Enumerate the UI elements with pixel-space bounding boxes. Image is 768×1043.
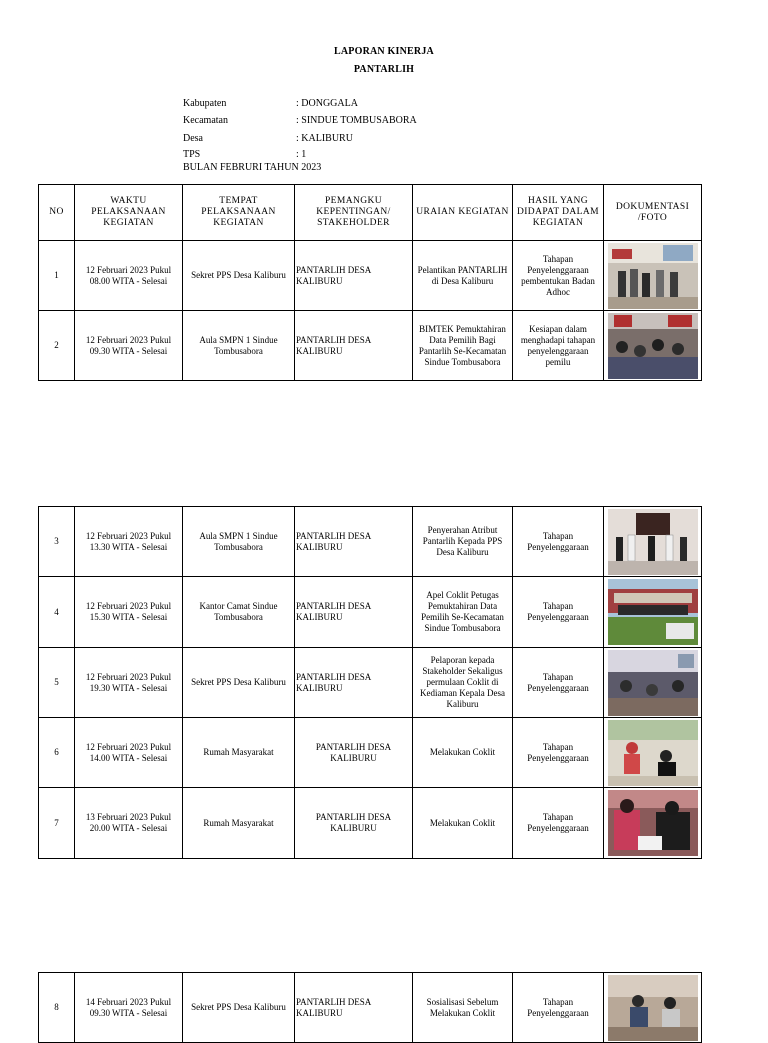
cell-dokumentasi — [604, 973, 702, 1043]
table-row — [39, 788, 702, 859]
documentation-photo — [608, 790, 698, 856]
table-row — [39, 577, 702, 648]
meta-label-kabupaten: Kabupaten — [183, 98, 227, 109]
table-row — [39, 648, 702, 718]
header-waktu: WAKTU PELAKSANAAN KEGIATAN — [75, 185, 183, 241]
header-tempat: TEMPAT PELAKSANAAN KEGIATAN — [183, 185, 295, 241]
meta-label-kecamatan: Kecamatan — [183, 115, 228, 126]
table-row — [39, 311, 702, 381]
documentation-photo — [608, 975, 698, 1041]
cell-uraian: Melakukan Coklit — [413, 718, 513, 788]
cell-pemangku: PANTARLIH DESA KALIBURU — [295, 577, 413, 648]
cell-uraian: Pelantikan PANTARLIH di Desa Kaliburu — [413, 241, 513, 311]
cell-pemangku: PANTARLIH DESA KALIBURU — [295, 311, 413, 381]
cell-no: 5 — [39, 648, 75, 718]
report-subtitle: PANTARLIH — [353, 64, 415, 75]
cell-dokumentasi — [604, 311, 702, 381]
cell-pemangku: PANTARLIH DESA KALIBURU — [295, 507, 413, 577]
table-header-row — [39, 185, 702, 241]
cell-hasil: Tahapan Penyelenggaraan — [513, 973, 604, 1043]
report-period: BULAN FEBRURI TAHUN 2023 — [183, 162, 322, 173]
cell-uraian: Penyerahan Atribut Pantarlih Kepada PPS Desa Kaliburu — [413, 507, 513, 577]
cell-waktu: 12 Februari 2023 Pukul 15.30 WITA - Selesai — [75, 577, 183, 648]
header-pemangku: PEMANGKU KEPENTINGAN/ STAKEHOLDER — [295, 185, 413, 241]
meta-value-kecamatan: : SINDUE TOMBUSABORA — [296, 115, 417, 126]
cell-dokumentasi — [604, 648, 702, 718]
cell-no: 3 — [39, 507, 75, 577]
cell-tempat: Sekret PPS Desa Kaliburu — [183, 241, 295, 311]
cell-no: 6 — [39, 718, 75, 788]
table-row — [39, 718, 702, 788]
cell-dokumentasi — [604, 718, 702, 788]
cell-pemangku: PANTARLIH DESA KALIBURU — [295, 718, 413, 788]
header-no: NO — [39, 185, 75, 241]
cell-hasil: Kesiapan dalam menghadapi tahapan penyelenggaraan pemilu — [513, 311, 604, 381]
meta-label-tps: TPS — [183, 149, 201, 160]
meta-value-kabupaten: : DONGGALA — [296, 98, 358, 109]
cell-uraian: Apel Coklit Petugas Pemuktahiran Data Pemilih Se-Kecamatan Sindue Tombusabora — [413, 577, 513, 648]
cell-waktu: 12 Februari 2023 Pukul 13.30 WITA - Selesai — [75, 507, 183, 577]
cell-waktu: 12 Februari 2023 Pukul 19.30 WITA - Selesai — [75, 648, 183, 718]
documentation-photo — [608, 650, 698, 716]
header-dokumentasi: DOKUMENTASI /FOTO — [604, 185, 702, 241]
cell-uraian: Sosialisasi Sebelum Melakukan Coklit — [413, 973, 513, 1043]
cell-dokumentasi — [604, 577, 702, 648]
table-row — [39, 241, 702, 311]
cell-dokumentasi — [604, 507, 702, 577]
cell-waktu: 12 Februari 2023 Pukul 09.30 WITA - Selesai — [75, 311, 183, 381]
cell-no: 4 — [39, 577, 75, 648]
cell-waktu: 14 Februari 2023 Pukul 09.30 WITA - Selesai — [75, 973, 183, 1043]
cell-uraian: Melakukan Coklit — [413, 788, 513, 859]
cell-waktu: 12 Februari 2023 Pukul 08.00 WITA - Selesai — [75, 241, 183, 311]
cell-pemangku: PANTARLIH DESA KALIBURU — [295, 973, 413, 1043]
header-uraian: URAIAN KEGIATAN — [413, 185, 513, 241]
cell-uraian: BIMTEK Pemuktahiran Data Pemilih Bagi Pantarlih Se-Kecamatan Sindue Tombusabora — [413, 311, 513, 381]
report-table-part-1 — [38, 184, 702, 381]
cell-waktu: 13 Februari 2023 Pukul 20.00 WITA - Selesai — [75, 788, 183, 859]
cell-dokumentasi — [604, 241, 702, 311]
documentation-photo — [608, 313, 698, 379]
cell-no: 2 — [39, 311, 75, 381]
cell-pemangku: PANTARLIH DESA KALIBURU — [295, 241, 413, 311]
cell-tempat: Rumah Masyarakat — [183, 788, 295, 859]
documentation-photo — [608, 509, 698, 575]
cell-tempat: Aula SMPN 1 Sindue Tombusabora — [183, 507, 295, 577]
meta-label-desa: Desa — [183, 133, 203, 144]
cell-no: 7 — [39, 788, 75, 859]
report-table-part-3 — [38, 972, 702, 1043]
meta-value-desa: : KALIBURU — [296, 133, 353, 144]
cell-no: 8 — [39, 973, 75, 1043]
cell-tempat: Kantor Camat Sindue Tombusabora — [183, 577, 295, 648]
cell-pemangku: PANTARLIH DESA KALIBURU — [295, 788, 413, 859]
cell-no: 1 — [39, 241, 75, 311]
documentation-photo — [608, 720, 698, 786]
cell-hasil: Tahapan Penyelenggaraan — [513, 648, 604, 718]
cell-waktu: 12 Februari 2023 Pukul 14.00 WITA - Selesai — [75, 718, 183, 788]
cell-hasil: Tahapan Penyelenggaraan pembentukan Badan Adhoc — [513, 241, 604, 311]
table-row — [39, 973, 702, 1043]
cell-tempat: Aula SMPN 1 Sindue Tombusabora — [183, 311, 295, 381]
documentation-photo — [608, 243, 698, 309]
header-hasil: HASIL YANG DIDAPAT DALAM KEGIATAN — [513, 185, 604, 241]
documentation-photo — [608, 579, 698, 645]
cell-hasil: Tahapan Penyelenggaraan — [513, 718, 604, 788]
cell-pemangku: PANTARLIH DESA KALIBURU — [295, 648, 413, 718]
cell-tempat: Sekret PPS Desa Kaliburu — [183, 973, 295, 1043]
cell-hasil: Tahapan Penyelenggaraan — [513, 577, 604, 648]
cell-tempat: Rumah Masyarakat — [183, 718, 295, 788]
meta-value-tps: : 1 — [296, 149, 307, 160]
cell-hasil: Tahapan Penyelenggaraan — [513, 507, 604, 577]
table-row — [39, 507, 702, 577]
cell-hasil: Tahapan Penyelenggaraan — [513, 788, 604, 859]
report-table-part-2 — [38, 506, 702, 859]
report-title: LAPORAN KINERJA — [334, 46, 434, 57]
cell-tempat: Sekret PPS Desa Kaliburu — [183, 648, 295, 718]
cell-uraian: Pelaporan kepada Stakeholder Sekaligus permulaan Coklit di Kediaman Kepala Desa Kaliburu — [413, 648, 513, 718]
cell-dokumentasi — [604, 788, 702, 859]
